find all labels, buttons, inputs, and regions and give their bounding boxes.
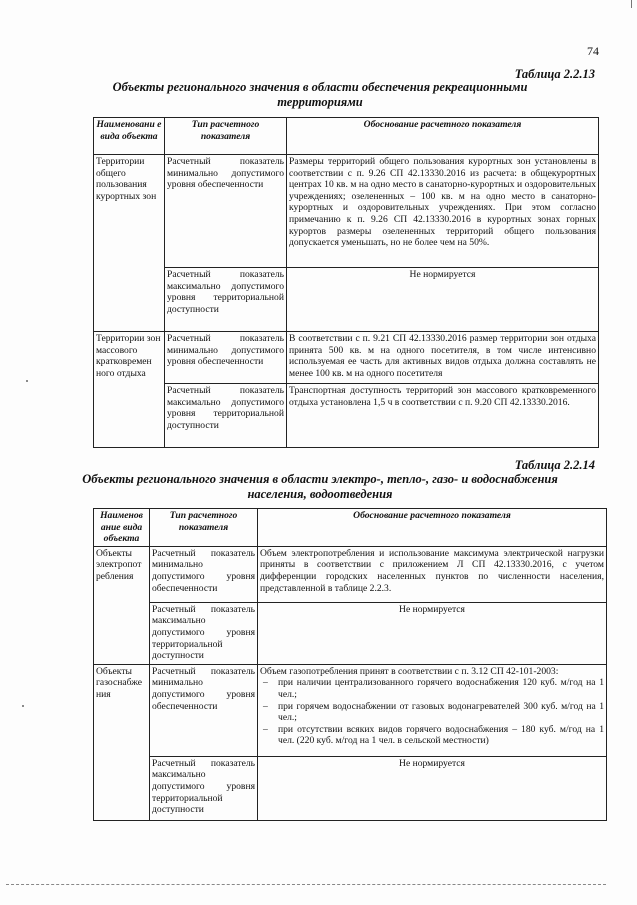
scan-speck (26, 380, 28, 382)
object-cell: Объекты электропот ребления (94, 546, 150, 664)
scan-edge-mark (631, 0, 632, 8)
table-row (94, 332, 599, 384)
basis-cell: Размеры территорий общего пользования курортных зон установлены в соответствии с п. 9.26 СП 42.13330.2016 из расчета: в общекурортных центрах 10 кв. м на одно место в санаторно-курортных и оздоровительных учреждениях; озелененных – 100 кв. м на одно место в санаторно-курортных и оздоровительных учреждениях. При этом согласно примечанию к п. 9.26 СП 42.13330.2016 в курортных зонах горных курортов размеры озелененных территорий общего пользования допускается уменьшать, но не более чем на 50%. (287, 155, 599, 268)
indicator-type-cell: Расчетный показатель минимально допустимого уровня обеспеченности (165, 155, 287, 268)
column-header: Наименовани е вида объекта (94, 118, 165, 155)
scan-bottom-rule (6, 884, 606, 885)
basis-cell (258, 664, 607, 756)
table-header-row (94, 118, 599, 155)
table-row (94, 384, 599, 448)
table-number: Таблица 2.2.14 (514, 458, 595, 472)
list-item: – при наличии централизованного горячего водоснабжения 120 куб. м/год на 1 чел.; (260, 677, 604, 700)
basis-cell: Не нормируется (287, 268, 599, 332)
basis-list (260, 677, 604, 747)
table-2-2-13 (93, 117, 599, 448)
table-header-row (94, 509, 607, 547)
basis-cell: Транспортная доступность территорий зон массового кратковременного отдыха установлена 1,5 ч в соответствии с п. 9.20 СП 42.13330.2016. (287, 384, 599, 448)
indicator-type-cell: Расчетный показатель максимально допустимого уровня территориальной доступности (150, 602, 258, 664)
column-header: Обоснование расчетного показателя (258, 509, 607, 547)
column-header: Обоснование расчетного показателя (287, 118, 599, 155)
indicator-type-cell: Расчетный показатель максимально допустимого уровня территориальной доступности (150, 756, 258, 820)
indicator-type-cell: Расчетный показатель минимально допустимого уровня обеспеченности (150, 664, 258, 756)
basis-intro: Объем газопотребления принят в соответствии с п. 3.12 СП 42-101-2003: (260, 665, 559, 677)
basis-cell: Не нормируется (258, 756, 607, 820)
table-row (94, 155, 599, 268)
scan-speck (22, 705, 24, 707)
basis-cell: Не нормируется (258, 602, 607, 664)
object-cell: Территории общего пользования курортных зон (94, 155, 165, 332)
table-caption: Объекты регионального значения в области электро-, тепло-, газо- и водоснабжения населения, водоотведения (82, 472, 558, 501)
indicator-type-cell: Расчетный показатель минимально допустимого уровня обеспеченности (150, 546, 258, 602)
table-caption: Объекты регионального значения в области обеспечения рекреационными территориями (112, 80, 528, 109)
list-item: – при горячем водоснабжении от газовых водонагревателей 300 куб. м/год на 1 чел.; (260, 701, 604, 724)
indicator-type-cell: Расчетный показатель максимально допустимого уровня территориальной доступности (165, 384, 287, 448)
table-row (94, 664, 607, 756)
indicator-type-cell: Расчетный показатель минимально допустимого уровня обеспеченности (165, 332, 287, 384)
table-number: Таблица 2.2.13 (514, 67, 595, 81)
basis-cell: Объем электропотребления и использование максимума электрической нагрузки приняты в соответствии с приложением Л СП 42.13330.2016, с учетом дифференции городских населенных пунктов по численности населения, представленной в таблице 2.2.3. (258, 546, 607, 602)
table-2-2-14 (93, 508, 607, 821)
table-row (94, 268, 599, 332)
column-header: Наименов ание вида объекта (94, 509, 150, 547)
table-row (94, 602, 607, 664)
column-header: Тип расчетного показателя (150, 509, 258, 547)
list-item: – при отсутствии всяких видов горячего водоснабжения – 180 куб. м/год на 1 чел. (220 куб. м/год на 1 чел. в сельской местности) (260, 724, 604, 747)
page-number: 74 (587, 44, 599, 58)
object-cell: Объекты газоснабже ния (94, 664, 150, 820)
indicator-type-cell: Расчетный показатель максимально допустимого уровня территориальной доступности (165, 268, 287, 332)
table-row (94, 756, 607, 820)
column-header: Тип расчетного показателя (165, 118, 287, 155)
object-cell: Территории зон массового кратковремен ного отдыха (94, 332, 165, 448)
basis-cell: В соответствии с п. 9.21 СП 42.13330.2016 размер территории зон отдыха принята 500 кв. м на одного посетителя, в том числе интенсивно используемая ее часть для активных видов отдыха должна составлять не менее 100 кв. м на одного посетителя (287, 332, 599, 384)
table-row (94, 546, 607, 602)
